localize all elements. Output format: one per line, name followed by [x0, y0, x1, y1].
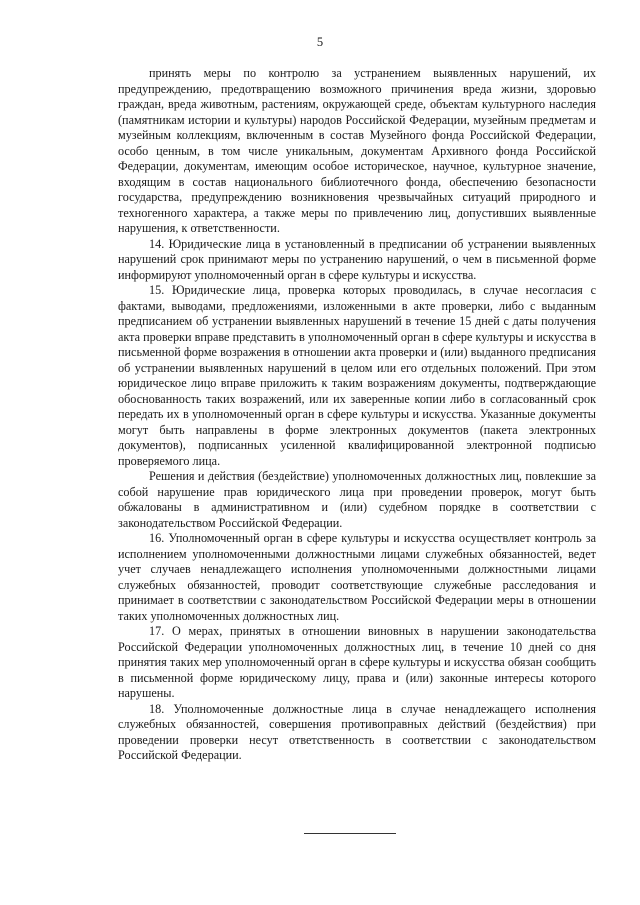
paragraph-15: 15. Юридические лица, проверка которых проводилась, в случае несогласия с фактами, выводами, предложениями, изложенными в акте проверки, либо с выданным предписанием об устранении выявленных нарушений в течение 15 дней с даты получения акта проверки вправе представить в уполномоченный орган в сфере культуры и искусства в письменной форме возражения в отношении акта проверки и (или) выданного предписания об устранении выявленных нарушений в целом или его отдельных положений. При этом юридическое лицо вправе приложить к таким возражениям документы, подтверждающие обоснованность таких возражений, или их заверенные копии либо в согласованный срок передать их в уполномоченный орган в сфере культуры и искусства. Указанные документы могут быть направлены в форме электронных документов (пакета электронных документов), подписанных усиленной квалифицированной электронной подписью проверяемого лица. — [118, 283, 596, 468]
paragraph-continuation: принять меры по контролю за устранением выявленных нарушений, их предупреждению, предотвращению возможного причинения вреда жизни, здоровью граждан, вреда животным, растениям, окружающей среде, объектам культурного наследия (памятникам истории и культуры) народов Российской Федерации, музейным предметам и музейным коллекциям, включенным в состав Музейного фонда Российской Федерации, особо ценным, в том числе уникальным, документам Архивного фонда Российской Федерации, документам, имеющим особое историческое, научное, культурное значение, входящим в состав национального библиотечного фонда, обеспечению безопасности государства, предупреждению возникновения чрезвычайных ситуаций природного и техногенного характера, а также меры по привлечению лиц, допустивших выявленные нарушения, к ответственности. — [118, 66, 596, 235]
paragraph-16: 16. Уполномоченный орган в сфере культуры и искусства осуществляет контроль за исполнением уполномоченными должностными лицами служебных обязанностей, ведет учет случаев ненадлежащего исполнения уполномоченными должностными лицами служебных обязанностей, проводит соответствующие служебные расследования и принимает в соответствии с законодательством Российской Федерации меры в отношении таких уполномоченных должностных лиц. — [118, 531, 596, 623]
end-of-document-divider — [304, 833, 396, 834]
paragraph-17: 17. О мерах, принятых в отношении виновных в нарушении законодательства Российской Федерации уполномоченных должностных лиц, в течение 10 дней со дня принятия таких мер уполномоченный орган в сфере культуры и искусства обязан сообщить в письменной форме юридическому лицу, права и (или) законные интересы которого нарушены. — [118, 624, 596, 700]
document-body — [118, 66, 596, 764]
paragraph-15-appeal: Решения и действия (бездействие) уполномоченных должностных лиц, повлекшие за собой нарушение прав юридического лица при проведении проверок, могут быть обжалованы в административном и (или) судебном порядке в соответствии с законодательством Российской Федерации. — [118, 469, 596, 530]
paragraph-14: 14. Юридические лица в установленный в предписании об устранении выявленных нарушений срок принимают меры по устранению нарушений, о чем в письменной форме информируют уполномоченный орган в сфере культуры и искусства. — [118, 236, 596, 282]
page-number: 5 — [316, 35, 324, 49]
paragraph-18: 18. Уполномоченные должностные лица в случае ненадлежащего исполнения служебных обязанностей, совершения противоправных действий (бездействия) при проведении проверки несут ответственность в соответствии с законодательством Российской Федерации. — [118, 701, 596, 762]
